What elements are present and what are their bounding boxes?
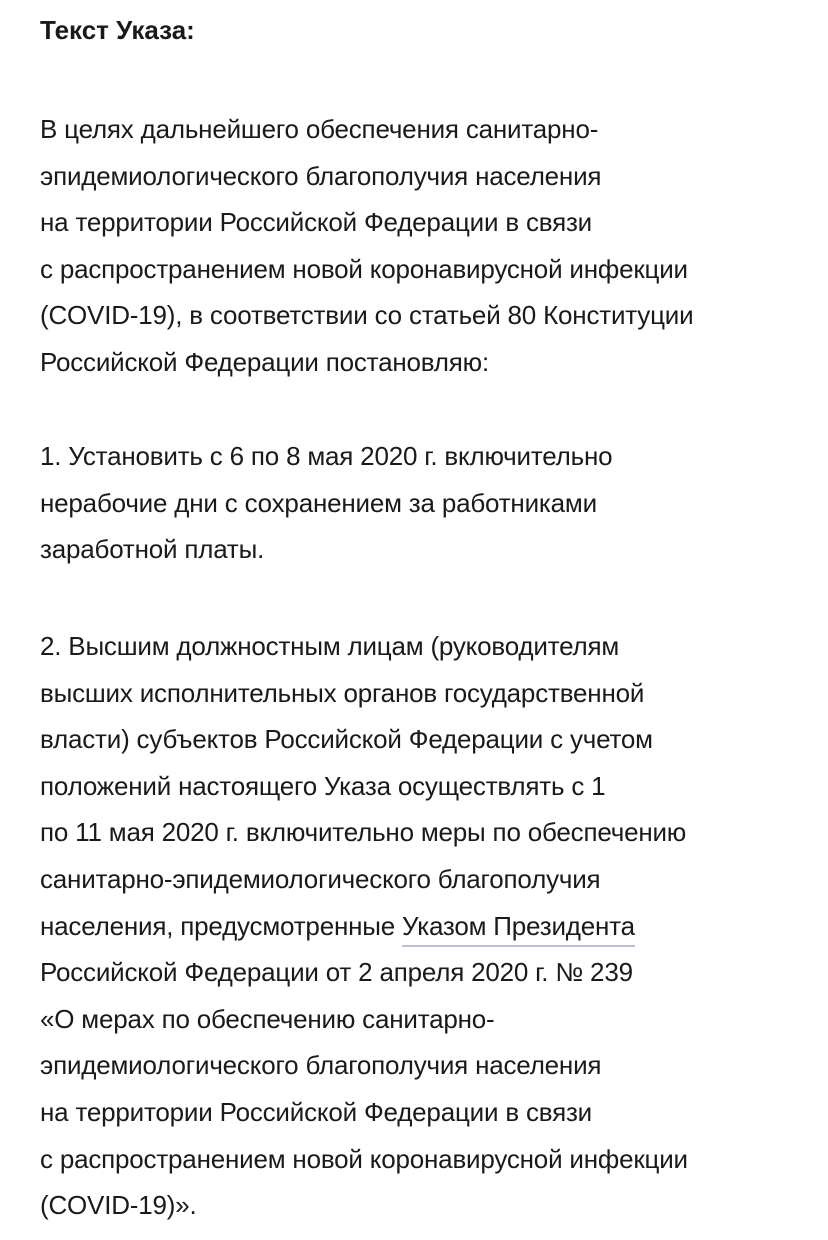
text-line-prefix: населения, предусмотренные <box>40 910 403 941</box>
text-line: «О мерах по обеспечению санитарно- <box>40 1003 495 1034</box>
text-line-with-link <box>40 903 688 950</box>
text-line: на территории Российской Федерации в связи <box>40 1096 592 1127</box>
text-line: санитарно-эпидемиологического благополучия <box>40 863 601 894</box>
text-line: с распространением новой коронавирусной инфекции <box>40 253 688 284</box>
preamble-paragraph <box>40 106 693 386</box>
text-line: заработной платы. <box>40 534 265 565</box>
text-line: В целях дальнейшего обеспечения санитарно- <box>40 114 599 144</box>
text-line: 1. Установить с 6 по 8 мая 2020 г. включительно <box>40 441 613 471</box>
text-line: 2. Высшим должностным лицам (руководителям <box>40 631 620 661</box>
text-line: положений настоящего Указа осуществлять с 1 <box>40 770 606 801</box>
text-line: нерабочие дни с сохранением за работниками <box>40 487 597 518</box>
clause-2-paragraph <box>40 623 688 1229</box>
text-line: высших исполнительных органов государственной <box>40 677 645 708</box>
text-line: на территории Российской Федерации в связи <box>40 207 592 238</box>
presidential-decree-link[interactable]: Указом Президента <box>402 911 635 947</box>
text-line: с распространением новой коронавирусной инфекции <box>40 1143 688 1174</box>
text-line: власти) субъектов Российской Федерации с учетом <box>40 724 653 755</box>
text-line: (COVID-19)». <box>40 1190 197 1221</box>
section-title: Текст Указа: <box>40 15 195 45</box>
text-line: эпидемиологического благополучия населения <box>40 1050 602 1081</box>
text-line: эпидемиологического благополучия населения <box>40 160 602 191</box>
clause-1-paragraph <box>40 433 612 573</box>
text-line: Российской Федерации от 2 апреля 2020 г. № 239 <box>40 957 633 988</box>
text-line: по 11 мая 2020 г. включительно меры по обеспечению <box>40 817 687 848</box>
text-line: (COVID-19), в соответствии со статьей 80 Конституции <box>40 300 694 331</box>
text-line: Российской Федерации постановляю: <box>40 346 489 377</box>
